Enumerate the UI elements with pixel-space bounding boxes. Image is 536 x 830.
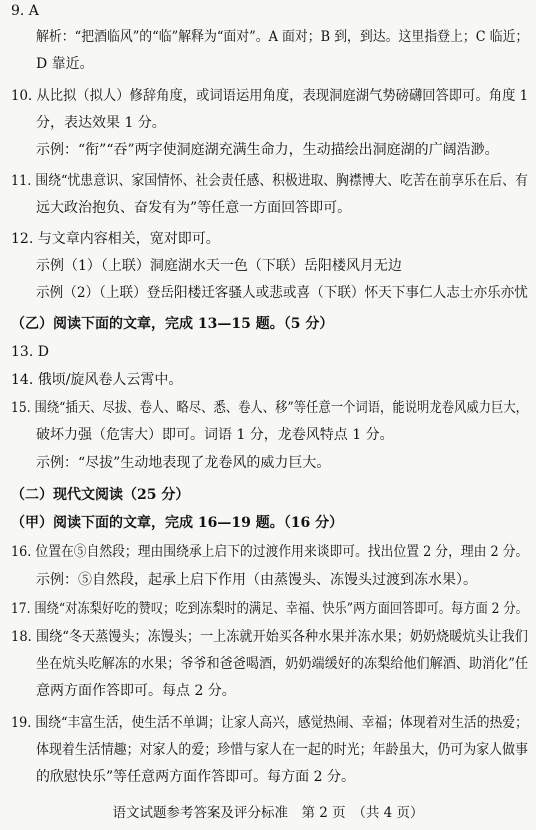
text-line: 15. 围绕“插天、尽拔、卷人、略尽、悉、卷人、移”等任意一个词语，能说明龙卷风威力巨大， xyxy=(11,400,528,416)
text-line: （二）现代文阅读（25 分） xyxy=(11,487,190,503)
text-line: 意两方面作答即可。每点 2 分。 xyxy=(36,683,236,699)
text-line: 17. 围绕“对冻梨好吃的赞叹；吃到冻梨时的满足、幸福、快乐”两方面回答即可。每方面 2 分。 xyxy=(11,601,528,617)
text-line: （甲）阅读下面的文章，完成 16—19 题。（16 分） xyxy=(11,515,344,531)
text-line: 远大政治抱负、奋发有为”等任意一方面回答即可。 xyxy=(36,200,352,216)
text-line: 示例：“衔”“吞”两字使洞庭湖充满生命力，生动描绘出洞庭湖的广阔浩渺。 xyxy=(36,142,499,158)
text-line: 示例（2）（上联）登岳阳楼迁客骚人或悲或喜（下联）怀天下事仁人志士亦乐亦忧 xyxy=(36,285,528,301)
text-line: 9. A xyxy=(11,3,39,19)
text-line: 分，表达效果 1 分。 xyxy=(36,115,166,131)
text-line: 示例：⑤自然段，起承上启下作用（由蒸馒头、冻馒头过渡到冻水果）。 xyxy=(36,572,477,588)
text-line: 破坏力强（危害大）即可。词语 1 分，龙卷风特点 1 分。 xyxy=(36,427,394,443)
text-line: 18. 围绕“冬天蒸馒头；冻馒头；一上冻就开始买各种水果并冻水果；奶奶烧暖炕头让我们 xyxy=(11,629,528,645)
text-line: 10. 从比拟（拟人）修辞角度，或词语运用角度，表现洞庭湖气势磅礴回答即可。角度 1 xyxy=(11,88,529,104)
text-line: （乙）阅读下面的文章，完成 13—15 题。（5 分） xyxy=(11,316,334,332)
text-line: 解析：“把酒临风”的“临”解释为“面对”。A 面对；B 到，到达。这里指登上；C 临近； xyxy=(36,29,529,45)
text-line: 13. D xyxy=(11,344,49,360)
page-footer: 语文试题参考答案及评分标准 第 2 页 （共 4 页） xyxy=(112,805,424,821)
text-line: 体现着生活情趣；对家人的爱；珍惜与家人在一起的时光；年龄虽大，仍可为家人做事 xyxy=(36,742,528,758)
text-line: 示例（1）（上联）洞庭湖水天一色（下联）岳阳楼风月无边 xyxy=(36,258,402,274)
text-line: 11. 围绕“忧患意识、家国情怀、社会责任感、积极进取、胸襟博大、吃苦在前享乐在后、有 xyxy=(11,173,528,189)
text-line: 14. 俄顷/旋风卷人云霄中。 xyxy=(11,372,183,388)
text-line: 12. 与文章内容相关，宽对即可。 xyxy=(11,231,220,247)
text-line: 示例：“尽拔”生动地表现了龙卷风的威力巨大。 xyxy=(36,455,331,471)
text-line: 16. 位置在⑤自然段；理由围绕承上启下的过渡作用来谈即可。找出位置 2 分，理由 2 分。 xyxy=(11,544,529,560)
text-line: 坐在炕头吃解冻的水果；爷爷和爸爸喝酒，奶奶端缓好的冻梨给他们解酒、助消化”任 xyxy=(36,656,529,672)
text-line: 的欣慰快乐”等任意两方面作答即可。每方面 2 分。 xyxy=(36,769,355,785)
text-line: 19. 围绕“丰富生活，使生活不单调；让家人高兴，感觉热闹、幸福；体现着对生活的热爱； xyxy=(11,715,528,731)
text-line: D 靠近。 xyxy=(36,56,94,72)
